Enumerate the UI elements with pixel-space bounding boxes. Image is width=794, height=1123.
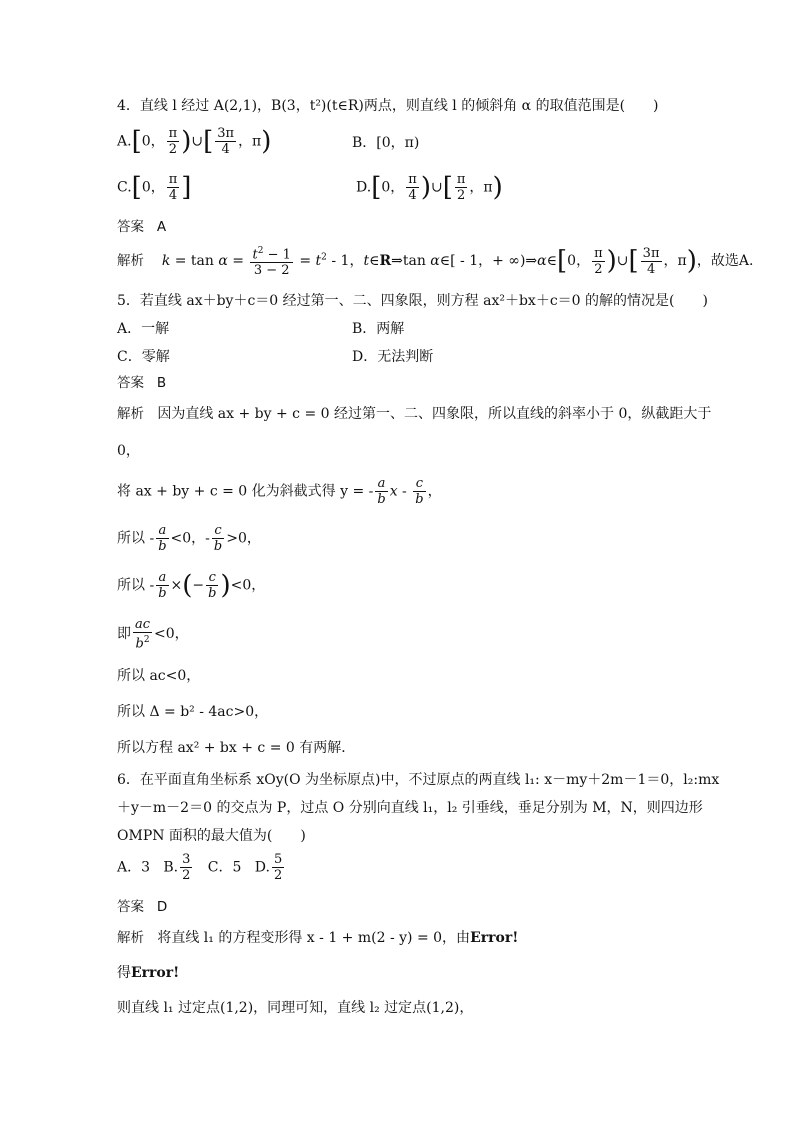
q6-analysis-line-3: 则直线 l₁ 过定点(1,2)，同理可知，直线 l₂ 过定点(1,2)， bbox=[117, 1000, 474, 1016]
q5-stem: 5．若直线 ax＋by＋c＝0 经过第一、二、四象限，则方程 ax²＋bx＋c＝0 的解的情况是( ) bbox=[117, 293, 708, 309]
q6-option-c: C．5 bbox=[207, 859, 242, 876]
q5-option-b: B．两解 bbox=[352, 321, 405, 337]
q6-answer bbox=[117, 898, 167, 916]
q4-option-a: A.[0， $\frac{\pi}{2}$ )∪[ $\frac{3\pi}{4}$ ，π) bbox=[117, 126, 272, 157]
q5-final-line: 所以方程 ax² + bx + c = 0 有两解． bbox=[117, 740, 356, 756]
q6-options: A．3 B. $\frac{3}{2}$ C．5 D. $\frac{5}{2}$ bbox=[117, 852, 283, 883]
q5-so1-text: 所以 - bbox=[117, 530, 155, 547]
analysis-label: 解析 bbox=[117, 406, 144, 422]
q5-ac-line: 所以 ac<0， bbox=[117, 668, 201, 684]
q6-analysis-line-2 bbox=[117, 964, 179, 982]
q5-so2-text: 所以 - bbox=[117, 577, 155, 594]
q4-option-d-label: D. bbox=[356, 179, 372, 196]
q4-stem: 4．直线 l 经过 A(2,1)，B(3，t²)(t∈R)两点，则直线 l 的倾斜角 α 的取值范围是( ) bbox=[117, 98, 659, 114]
q6-stem-line-2: ＋y－m－2＝0 的交点为 P，过点 O 分别向直线 l₁，l₂ 引垂线，垂足分别为 M，N，则四边形 bbox=[117, 800, 703, 816]
q4-option-a-label: A. bbox=[117, 133, 132, 150]
q6-analysis-line-1 bbox=[117, 929, 518, 947]
q5-option-a: A．一解 bbox=[117, 321, 170, 337]
answer-label: 答案 bbox=[117, 375, 144, 391]
q6-error-text-2: Error! bbox=[131, 965, 180, 981]
q5-slope-line: 将 ax + by + c = 0 化为斜截式得 y = - $\frac{a}{b}$ x - $\frac{c}{b}$ ， bbox=[117, 476, 442, 507]
q4-answer bbox=[117, 218, 166, 236]
q5-so-line-1: 所以 - $\frac{a}{b}$ <0，- $\frac{c}{b}$ >0， bbox=[117, 523, 261, 554]
q5-so-line-2: 所以 - $\frac{a}{b}$ ×(− $\frac{c}{b}$ )<0， bbox=[117, 570, 266, 601]
q4-option-c-label: C. bbox=[117, 179, 132, 196]
answer-label: 答案 bbox=[117, 899, 144, 915]
q5-option-d: D．无法判断 bbox=[352, 349, 434, 365]
q5-delta-line: 所以 Δ = b² - 4ac>0， bbox=[117, 704, 269, 720]
q6-stem-line-3: OMPN 面积的最大值为( ) bbox=[117, 828, 306, 844]
q6-analysis-2-prefix: 得 bbox=[117, 965, 131, 981]
q4-analysis: 解析 k = tan α = $\frac{t^2 - 1}{3 - 2}$ = $t^2 - 1$，t∈R⇒tan α∈[ - 1，+ ∞)⇒α∈[0， $\frac{\pi}{2}$ )∪[ $\frac{3\pi}{4}$ ，π)，故选A. bbox=[117, 245, 754, 279]
q4-analysis-tail: ，故选A. bbox=[696, 253, 754, 270]
analysis-label: 解析 bbox=[117, 930, 144, 946]
q4-option-c: C.[0， $\frac{\pi}{4}$ ] bbox=[117, 172, 192, 203]
q5-option-c: C．零解 bbox=[117, 349, 170, 365]
q6-error-text-1: Error! bbox=[470, 930, 519, 946]
answer-label: 答案 bbox=[117, 219, 144, 235]
q5-analysis-text: 因为直线 ax + by + c = 0 经过第一、二、四象限，所以直线的斜率小于 0，纵截距大于 bbox=[157, 406, 712, 422]
q5-ji-text: 即 bbox=[117, 626, 131, 643]
q6-option-a: A．3 bbox=[117, 859, 151, 876]
q5-slope-text: 将 ax + by + c = 0 化为斜截式得 y = - bbox=[117, 483, 374, 500]
answer-value: A bbox=[156, 219, 167, 235]
q6-option-d: D. bbox=[254, 859, 270, 876]
q4-option-d: D.[0， $\frac{\pi}{4}$ )∪[ $\frac{\pi}{2}$ ，π) bbox=[356, 172, 503, 203]
q5-answer bbox=[117, 374, 166, 392]
analysis-label: 解析 bbox=[117, 253, 144, 270]
q5-ji-line: 即 $\frac{ac}{b^2}$ <0， bbox=[117, 617, 189, 652]
answer-value: B bbox=[156, 375, 167, 391]
q6-stem-line-1: 6．在平面直角坐标系 xOy(O 为坐标原点)中，不过原点的两直线 l₁: x－my＋2m－1＝0，l₂:mx bbox=[117, 772, 720, 788]
q4-option-b: B．[0，π) bbox=[352, 135, 420, 151]
q5-analysis-line-1 bbox=[117, 405, 711, 423]
q5-analysis-line-2: 0， bbox=[117, 443, 140, 459]
answer-value: D bbox=[156, 899, 168, 915]
q6-analysis-text: 将直线 l₁ 的方程变形得 x - 1 + m(2 - y) = 0，由 bbox=[157, 930, 471, 946]
q6-option-b: B. bbox=[163, 859, 179, 876]
